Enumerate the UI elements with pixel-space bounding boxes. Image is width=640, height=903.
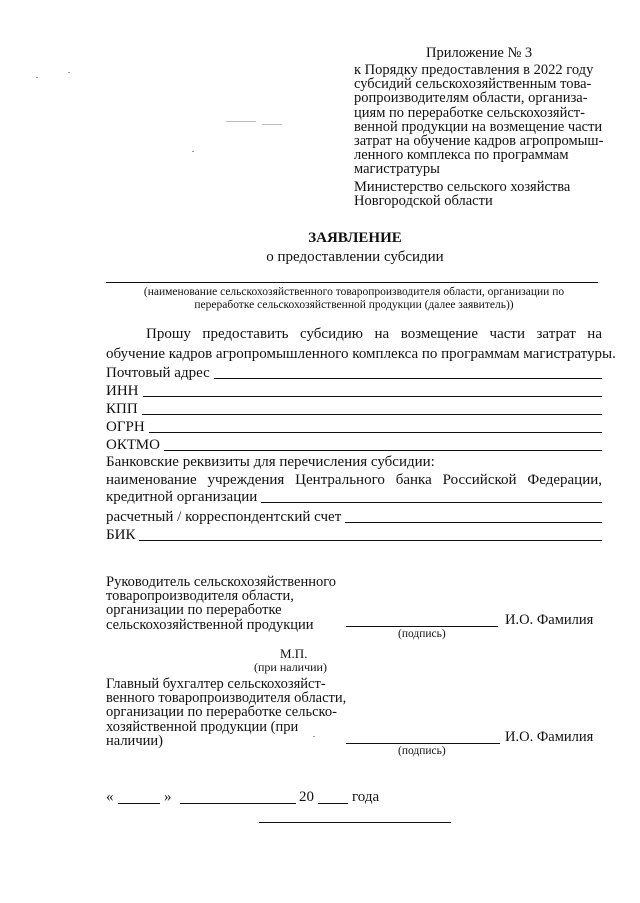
addressee	[354, 180, 570, 208]
order-line: затрат на обучение кадров агропромыш-	[354, 133, 604, 150]
scan-speck	[36, 77, 38, 78]
accountant-signature-caption: (подпись)	[398, 745, 446, 757]
request-line-2: обучение кадров агропромышленного комплекса по программам магистратуры.	[106, 346, 616, 362]
bank-institution-field[interactable]	[261, 502, 602, 503]
head-name: И.О. Фамилия	[505, 612, 594, 628]
applicant-name-field[interactable]	[106, 282, 598, 283]
scan-speck	[68, 72, 70, 73]
order-line: магистратуры	[354, 161, 440, 178]
appendix-label: Приложение № 3	[426, 45, 533, 61]
account-label: расчетный / корреспондентский счет	[106, 509, 342, 525]
account-row	[106, 508, 602, 526]
accountant-title-line: венного товаропроизводителя области,	[106, 690, 347, 707]
oktmo-label: ОКТМО	[106, 437, 160, 453]
date-century: 20	[299, 789, 314, 805]
account-field[interactable]	[345, 522, 602, 523]
kpp-field[interactable]	[142, 414, 602, 415]
date-year-field[interactable]	[318, 803, 348, 804]
accountant-title	[106, 677, 346, 748]
accountant-title-line: Главный бухгалтер сельскохозяйст-	[106, 676, 326, 692]
date-month-field[interactable]	[180, 803, 296, 804]
postal-address-row	[106, 364, 602, 382]
order-line: к Порядку предоставления в 2022 году	[354, 62, 594, 78]
stamp-note: (при наличии)	[254, 660, 327, 674]
order-line: ропроизводителям области, организа-	[354, 90, 588, 107]
head-signature-caption: (подпись)	[398, 628, 446, 640]
inn-field[interactable]	[143, 396, 603, 397]
bik-label: БИК	[106, 527, 136, 543]
ogrn-label: ОГРН	[106, 419, 145, 435]
ministry-line: Министерство сельского хозяйства	[354, 179, 571, 195]
ogrn-row	[106, 418, 602, 436]
kpp-row	[106, 400, 602, 418]
inn-row	[106, 382, 602, 400]
accountant-name: И.О. Фамилия	[505, 729, 594, 745]
stamp-label: М.П.	[280, 646, 308, 661]
bik-field[interactable]	[139, 540, 602, 541]
request-line-1: Прошу предоставить субсидию на возмещение части затрат на	[146, 326, 602, 342]
bank-institution-label-1: наименование учреждения Центрального банка Российской Федерации,	[106, 472, 602, 488]
accountant-title-line: наличии)	[106, 732, 163, 749]
applicant-caption	[106, 286, 602, 312]
ministry-line: Новгородской области	[354, 193, 493, 210]
document-title: ЗАЯВЛЕНИЕ	[308, 230, 402, 246]
order-line: циям по переработке сельскохозяйст-	[354, 104, 585, 121]
order-reference	[354, 63, 603, 177]
oktmo-row	[106, 436, 602, 454]
document-subtitle: о предоставлении субсидии	[266, 249, 444, 265]
date-close-quote: »	[164, 789, 172, 805]
postal-address-field[interactable]	[214, 378, 602, 379]
accountant-signature-field[interactable]	[346, 743, 500, 744]
kpp-label: КПП	[106, 401, 138, 417]
scan-speck	[192, 151, 194, 152]
bank-details-heading: Банковские реквизиты для перечисления субсидии:	[106, 454, 435, 470]
ogrn-field[interactable]	[149, 432, 602, 433]
head-title-line: товаропроизводителя области,	[106, 588, 294, 605]
scan-speck	[226, 121, 256, 122]
caption-line: переработке сельскохозяйственной продукции (далее заявитель))	[194, 299, 514, 311]
order-line: субсидий сельскохозяйственным това-	[354, 76, 592, 93]
date-year-word: года	[352, 789, 380, 805]
oktmo-field[interactable]	[164, 450, 602, 451]
accountant-title-line: хозяйственной продукции (при	[106, 718, 299, 735]
date-day-field[interactable]	[118, 803, 160, 804]
order-line: венной продукции на возмещение части	[354, 118, 603, 135]
bank-institution-row	[106, 488, 602, 506]
bik-row	[106, 526, 602, 544]
head-title-line: Руководитель сельскохозяйственного	[106, 574, 337, 590]
order-line: ленного комплекса по программам	[354, 147, 569, 164]
head-signature-field[interactable]	[346, 626, 498, 627]
head-title	[106, 575, 336, 632]
caption-line: (наименование сельскохозяйственного товаропроизводителя области, организации по	[143, 286, 565, 298]
head-title-line: сельскохозяйственной продукции	[106, 616, 314, 633]
bottom-signature-field[interactable]	[259, 822, 451, 823]
postal-address-label: Почтовый адрес	[106, 365, 210, 381]
date-open-quote: «	[106, 789, 114, 805]
head-title-line: организации по переработке	[106, 602, 282, 619]
bank-institution-label-2: кредитной организации	[106, 489, 258, 505]
scan-speck	[262, 124, 282, 125]
accountant-title-line: организации по переработке сельско-	[106, 704, 337, 721]
inn-label: ИНН	[106, 383, 139, 399]
